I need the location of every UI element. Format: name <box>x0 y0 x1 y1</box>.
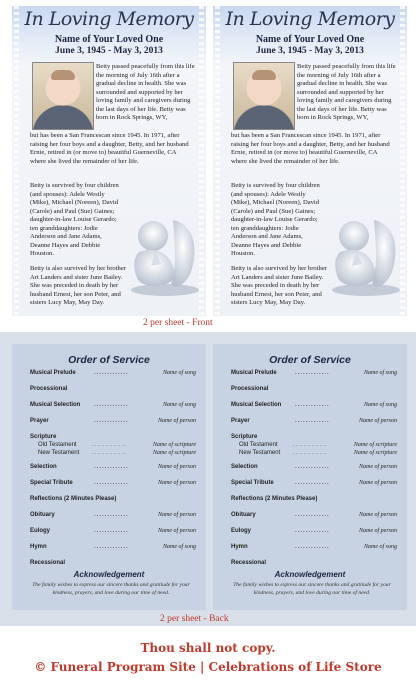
obituary-paragraph-final: Betty is also survived by her brother Art Landers and sister June Bailey. She was preceded in death by her husband Ernest, her son Peter, and sisters Lucy May, May Day. <box>30 265 126 306</box>
loved-one-name: Name of Your Loved One <box>54 34 164 45</box>
leader-dots: ............. <box>295 370 330 376</box>
memorial-title: In Loving Memory <box>225 8 395 30</box>
leader-dots: ............. <box>295 528 330 534</box>
copy-warning: Thou shall not copy. <box>140 641 276 655</box>
service-row-label: Scripture <box>231 434 258 440</box>
service-row-label: Hymn <box>30 544 47 550</box>
service-row-value: Name of person <box>359 512 397 518</box>
service-row <box>30 512 196 522</box>
acknowledgement-text: The family wishes to express our sincere thanks and gratitude for your kindness, prayers, and love during our time of need. <box>233 582 391 596</box>
service-row <box>231 560 397 570</box>
service-row <box>30 370 196 380</box>
service-row-label: Selection <box>231 464 258 470</box>
service-row-label: Reflections (2 Minutes Please) <box>30 496 117 502</box>
leader-dots: ............. <box>295 402 330 408</box>
service-row-label: Musical Prelude <box>231 370 277 376</box>
back-caption: 2 per sheet - Back <box>160 614 229 624</box>
service-row <box>231 480 397 490</box>
life-dates: June 3, 1945 - May 3, 2013 <box>55 46 163 56</box>
leader-dots: ............. <box>295 464 330 470</box>
service-row-value: Name of song <box>163 370 196 376</box>
back-card-left <box>12 344 206 610</box>
service-row-value: Name of scripture <box>353 450 397 456</box>
leader-dots: ............. <box>92 442 127 448</box>
acknowledgement-title: Acknowledgement <box>73 570 145 579</box>
obituary-paragraph-side: Betty passed peacefully from this life the morning of July 16th after a gradual decline in health. She was surrounded and supported by her loving family and caregivers during the last days of her life. Betty was born in Rock Springs, WY, <box>297 63 396 121</box>
service-row <box>231 544 397 554</box>
leader-dots: ............. <box>293 450 328 456</box>
leader-dots: ............. <box>94 418 129 424</box>
front-caption: 2 per sheet - Front <box>143 318 213 328</box>
service-row <box>30 402 196 412</box>
service-row-value: Name of song <box>364 370 397 376</box>
child-photo <box>233 62 295 130</box>
service-row <box>30 386 196 396</box>
service-row-value: Name of scripture <box>152 450 196 456</box>
service-row-label: Special Tribute <box>231 480 274 486</box>
front-card-right <box>213 6 407 316</box>
child-photo <box>32 62 94 130</box>
service-row-label: Special Tribute <box>30 480 73 486</box>
service-row <box>231 418 397 428</box>
leader-dots: ............. <box>295 512 330 518</box>
service-row <box>30 496 196 506</box>
leader-dots: ............. <box>92 450 127 456</box>
acknowledgement-text: The family wishes to express our sincere thanks and gratitude for your kindness, prayers, and love during our time of need. <box>32 582 190 596</box>
service-row-label: Old Testament <box>239 442 278 448</box>
service-row-label: Eulogy <box>231 528 252 534</box>
service-row-label: Recessional <box>30 560 66 566</box>
service-row-label: New Testament <box>239 450 281 456</box>
service-row-value: Name of person <box>158 480 196 486</box>
front-card-left <box>12 6 206 316</box>
obituary-paragraph-survivors: Betty is survived by four children (and spouses): Adele Westly (Mike), Michael (Noreen), David (Carole) and Paul (Sue) Gaines; daughter-in-law Louise Gerardo; ten granddaughters: Jodie Anderson and Jane Adams, Deanne Hayes and Debbie Houston. <box>30 182 119 257</box>
service-row <box>30 480 196 490</box>
praying-angel-image <box>316 206 402 298</box>
leader-dots: ............. <box>94 512 129 518</box>
service-row-value: Name of scripture <box>353 442 397 448</box>
leader-dots: ............. <box>295 480 330 486</box>
service-row-label: Old Testament <box>38 442 77 448</box>
copyright-notice: © Funeral Program Site | Celebrations of Life Store <box>34 660 382 674</box>
service-row <box>231 512 397 522</box>
back-card-right <box>213 344 407 610</box>
service-row-label: Musical Selection <box>30 402 81 408</box>
service-row-label: Selection <box>30 464 57 470</box>
loved-one-name: Name of Your Loved One <box>255 34 365 45</box>
obituary-paragraph-final: Betty is also survived by her brother Art Landers and sister June Bailey. She was preceded in death by her husband Ernest, her son Peter, and sisters Lucy May, May Day. <box>231 265 327 306</box>
service-row-label: Scripture <box>30 434 57 440</box>
service-row-label: Eulogy <box>30 528 51 534</box>
service-row-label: Processional <box>30 386 68 392</box>
acknowledgement-title: Acknowledgement <box>274 570 346 579</box>
service-row <box>231 450 397 460</box>
service-row-label: Processional <box>231 386 269 392</box>
service-row-value: Name of scripture <box>152 442 196 448</box>
service-row-value: Name of person <box>359 464 397 470</box>
service-row <box>30 528 196 538</box>
service-row-label: Obituary <box>30 512 55 518</box>
service-row-label: Obituary <box>231 512 256 518</box>
service-row-label: New Testament <box>38 450 80 456</box>
leader-dots: ............. <box>94 528 129 534</box>
service-row <box>30 418 196 428</box>
service-row-label: Prayer <box>231 418 250 424</box>
leader-dots: ............. <box>94 402 129 408</box>
service-row-label: Musical Selection <box>231 402 282 408</box>
obituary-paragraph-side: Betty passed peacefully from this life the morning of July 16th after a gradual decline in health. She was surrounded and supported by her loving family and caregivers during the last days of her life. Betty was born in Rock Springs, WY, <box>96 63 195 121</box>
service-row <box>231 528 397 538</box>
obituary-paragraph-survivors: Betty is survived by four children (and spouses): Adele Westly (Mike), Michael (Noreen), David (Carole) and Paul (Sue) Gaines; daughter-in-law Louise Gerardo; ten granddaughters: Jodie Anderson and Jane Adams, Deanne Hayes and Debbie Houston. <box>231 182 320 257</box>
service-row-label: Musical Prelude <box>30 370 76 376</box>
service-row-value: Name of song <box>163 544 196 550</box>
order-of-service-title: Order of Service <box>68 354 150 366</box>
service-row-value: Name of song <box>163 402 196 408</box>
service-row-value: Name of person <box>158 418 196 424</box>
leader-dots: ............. <box>94 464 129 470</box>
service-row <box>30 544 196 554</box>
service-row-value: Name of person <box>158 512 196 518</box>
memorial-title: In Loving Memory <box>24 8 194 30</box>
service-row-label: Hymn <box>231 544 248 550</box>
leader-dots: ............. <box>94 544 129 550</box>
service-row-value: Name of song <box>364 544 397 550</box>
service-row-value: Name of song <box>364 402 397 408</box>
leader-dots: ............. <box>295 544 330 550</box>
service-row <box>231 370 397 380</box>
service-row <box>30 560 196 570</box>
service-row-value: Name of person <box>359 528 397 534</box>
service-row <box>231 496 397 506</box>
service-row <box>231 402 397 412</box>
service-row-value: Name of person <box>359 480 397 486</box>
service-row-value: Name of person <box>158 464 196 470</box>
life-dates: June 3, 1945 - May 3, 2013 <box>256 46 364 56</box>
service-row <box>30 464 196 474</box>
obituary-paragraph-full: but has been a San Francescan since 1945. In 1971, after raising her four boys and a daughter, Betty, and her husband Ernie, retired in (or move to) beautiful Guerneville, CA where she lived the remainder of her life. <box>231 132 390 165</box>
service-row-label: Prayer <box>30 418 49 424</box>
service-row <box>30 450 196 460</box>
leader-dots: ............. <box>94 370 129 376</box>
service-row-label: Reflections (2 Minutes Please) <box>231 496 318 502</box>
praying-angel-image <box>115 206 201 298</box>
leader-dots: ............. <box>295 418 330 424</box>
service-row <box>231 386 397 396</box>
service-row <box>231 464 397 474</box>
obituary-paragraph-full: but has been a San Francescan since 1945. In 1971, after raising her four boys and a daughter, Betty, and her husband Ernie, retired in (or move to) beautiful Guerneville, CA where she lived the remainder of her life. <box>30 132 189 165</box>
leader-dots: ............. <box>94 480 129 486</box>
service-row-value: Name of person <box>158 528 196 534</box>
service-row-label: Recessional <box>231 560 267 566</box>
leader-dots: ............. <box>293 442 328 448</box>
order-of-service-title: Order of Service <box>269 354 351 366</box>
service-row-value: Name of person <box>359 418 397 424</box>
